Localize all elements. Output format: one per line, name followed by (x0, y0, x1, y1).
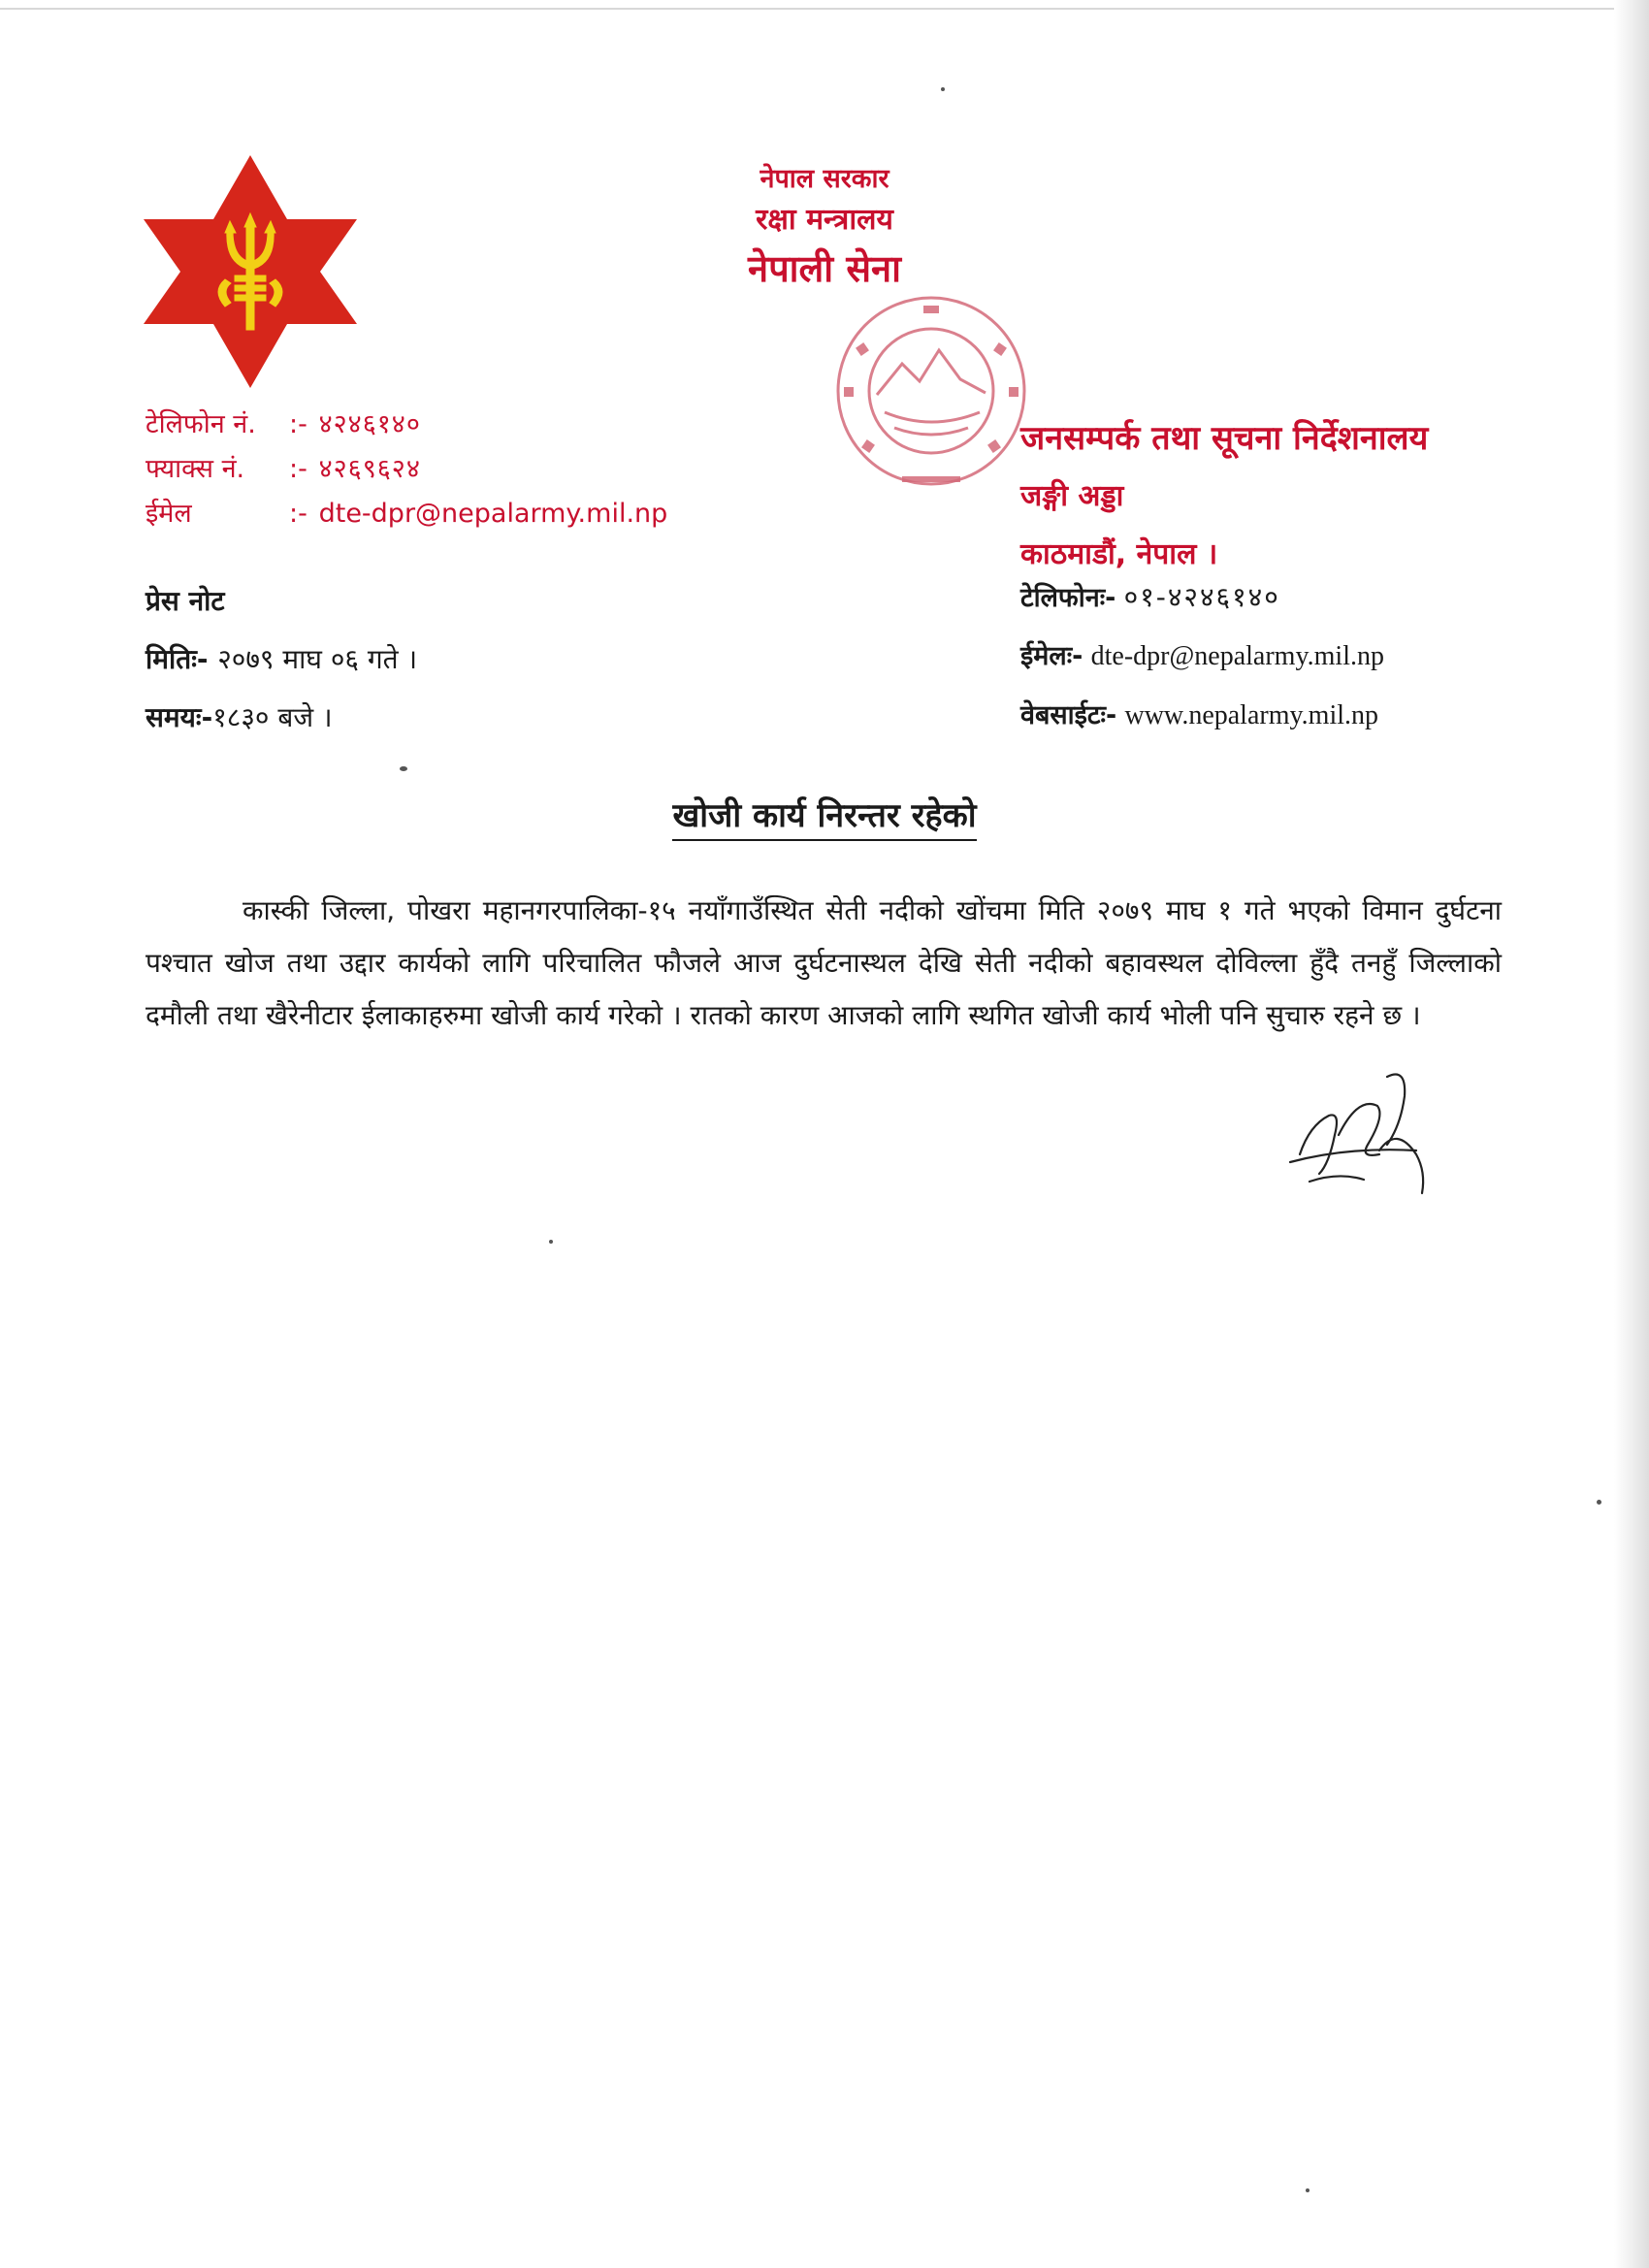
ministry-name: रक्षा मन्त्रालय (756, 203, 893, 237)
scan-speck (1597, 1500, 1601, 1505)
scan-speck (400, 766, 407, 771)
press-time-label: समयः- (146, 701, 213, 733)
press-note-title: खोजी कार्य निरन्तर रहेको (672, 796, 976, 841)
scan-edge-shadow (1614, 0, 1649, 2268)
directorate-phone-row (1020, 567, 1384, 627)
press-note-meta (146, 572, 417, 747)
army-name: नेपाली सेना (748, 247, 901, 290)
directorate-name: जनसम्पर्क तथा सूचना निर्देशनालय (1020, 419, 1429, 458)
press-date-value: २०७९ माघ ०६ गते । (217, 643, 418, 675)
press-date-row (146, 631, 417, 689)
press-date-label: मितिः- (146, 643, 209, 675)
press-note-type: प्रेस नोट (146, 585, 225, 617)
fax-value: ४२६९६२४ (318, 454, 421, 484)
separator: :- (289, 499, 307, 529)
directorate-website-value: www.nepalarmy.mil.np (1124, 700, 1378, 730)
letterhead-contacts (146, 403, 667, 536)
directorate-contacts (1020, 567, 1384, 745)
directorate-seal-icon (805, 286, 1057, 509)
telephone-value: ४२४६१४० (318, 409, 421, 439)
directorate-website-row (1020, 686, 1384, 745)
top-edge-rule (0, 8, 1649, 10)
letterhead-header (679, 160, 970, 296)
government-name: नेपाल सरकार (760, 164, 889, 194)
email-label: ईमेल (146, 499, 192, 529)
trident-star-emblem-icon (144, 155, 357, 388)
directorate-address-line2: काठमाडौं, नेपाल । (1020, 537, 1218, 571)
email-row (146, 492, 667, 536)
directorate-email-label: ईमेलः- (1020, 641, 1083, 671)
fax-row (146, 447, 667, 492)
scan-speck (1306, 2188, 1310, 2192)
separator: :- (289, 409, 307, 439)
handwritten-signature-icon (1271, 1057, 1445, 1203)
press-note-body: कास्की जिल्ला, पोखरा महानगरपालिका-१५ नयाँगाउँस्थित सेती नदीको खोंचमा मिति २०७९ माघ १ गते भएको विमान दुर्घटना पश्चात खोज तथा उद्दार कार्यको लागि परिचालित फौजले आज दुर्घटनास्थल देखि सेती नदीको बहावस्थल दोविल्ला हुँदै तनहुँ जिल्लाको दमौली तथा खैरेनीटार ईलाकाहरुमा खोजी कार्य गरेको । रातको कारण आजको लागि स्थगित खोजी कार्य भोली पनि सुचारु रहने छ । (146, 894, 1502, 1031)
directorate-email-value: dte-dpr@nepalarmy.mil.np (1090, 641, 1384, 671)
directorate-address-line1: जङ्गी अड्डा (1020, 479, 1124, 513)
fax-label: फ्याक्स नं. (146, 454, 245, 484)
directorate-phone-value: ०१-४२४६१४० (1123, 581, 1280, 613)
directorate-email-row (1020, 627, 1384, 686)
press-note-title-wrap (0, 792, 1649, 836)
telephone-label: टेलिफोन नं. (146, 409, 256, 439)
directorate-website-label: वेबसाईटः- (1020, 700, 1117, 730)
press-time-row (146, 689, 417, 747)
scan-speck (549, 1240, 553, 1244)
scan-speck (941, 87, 945, 91)
telephone-row (146, 403, 667, 447)
directorate-block (1020, 409, 1428, 584)
email-value: dte-dpr@nepalarmy.mil.np (318, 499, 668, 529)
directorate-phone-label: टेलिफोनः- (1020, 583, 1116, 613)
separator: :- (289, 454, 307, 484)
press-time-value: १८३० बजे । (212, 701, 333, 733)
